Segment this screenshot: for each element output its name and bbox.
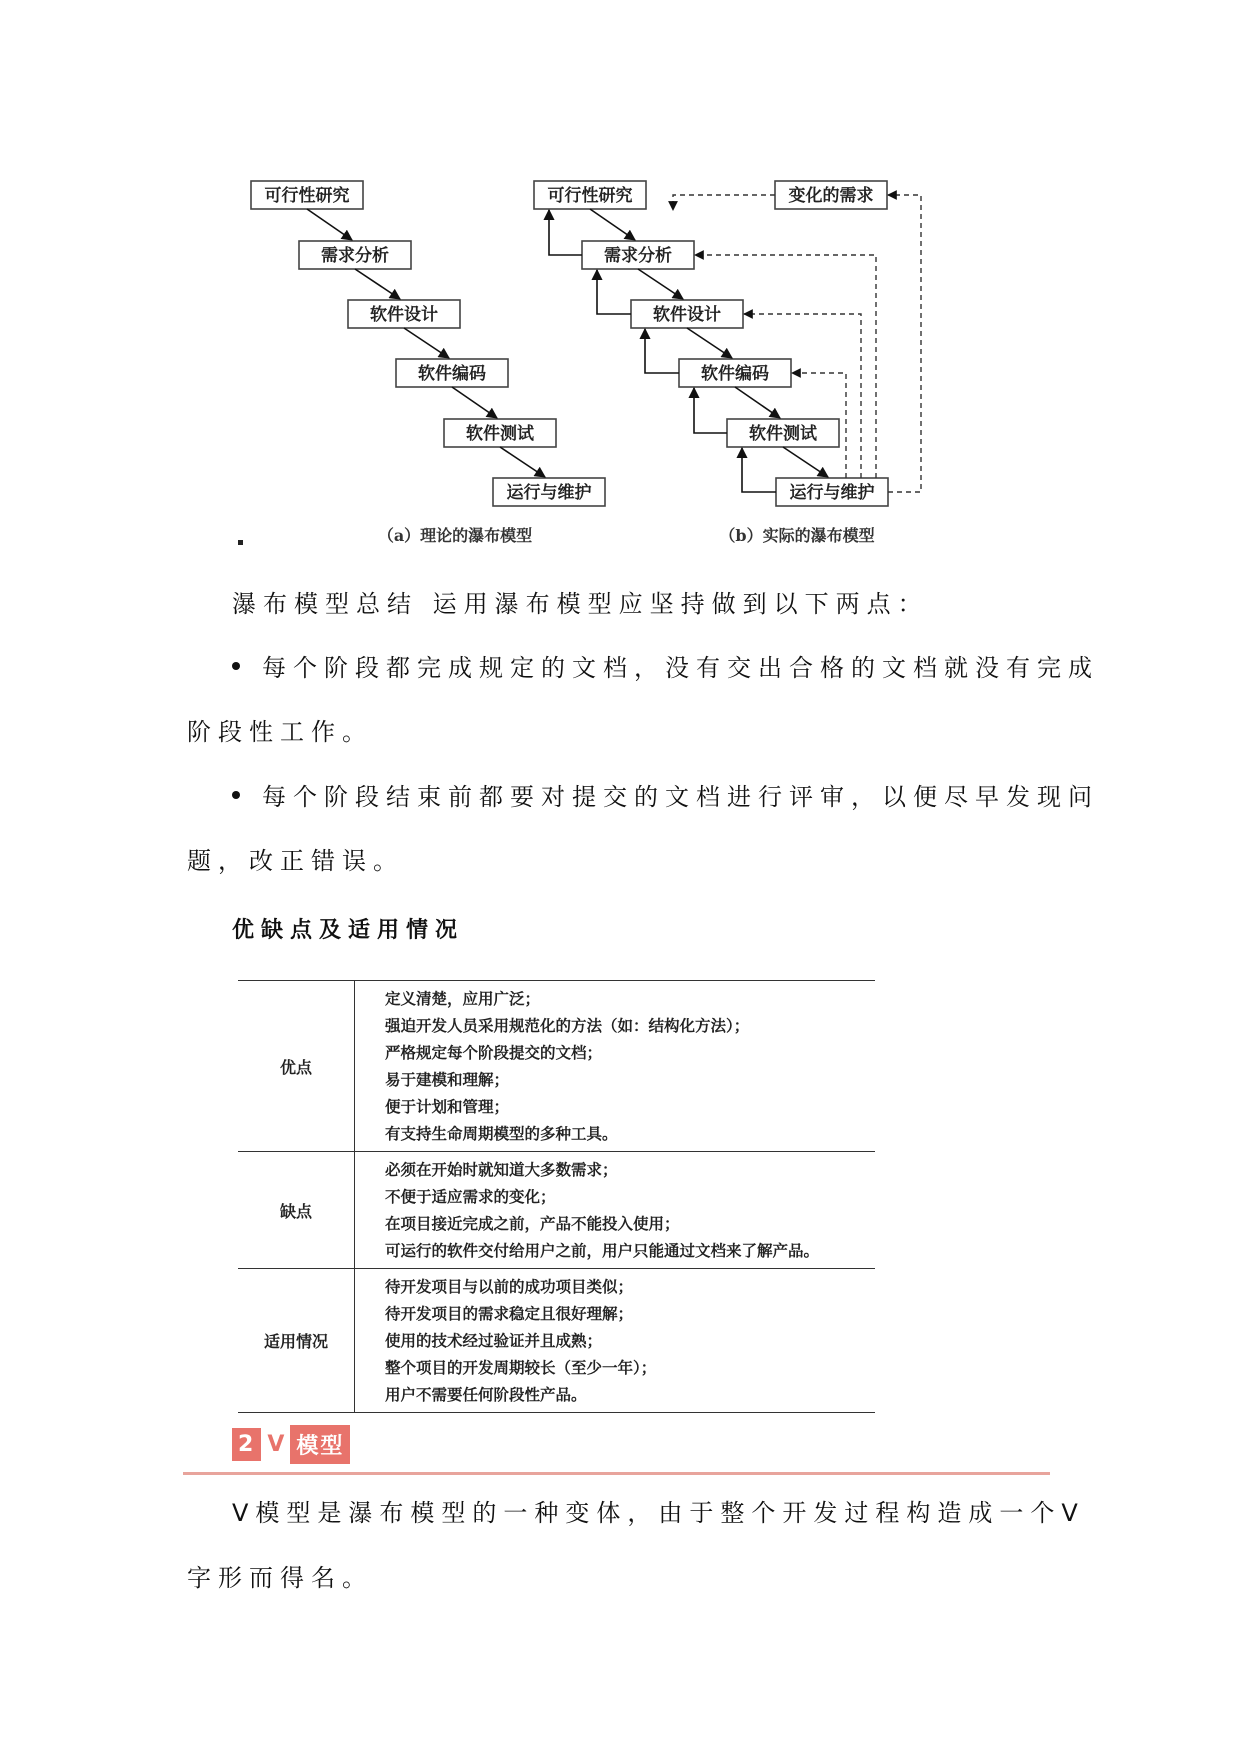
section-title-prefix: V xyxy=(267,1431,285,1457)
actual-box-design xyxy=(631,300,743,328)
row-items xyxy=(355,1152,819,1268)
actual-box-requirements xyxy=(582,241,694,269)
table-item: 可运行的软件交付给用户之前，用户只能通过文档来了解产品。 xyxy=(385,1241,820,1260)
svg-text:需求分析: 需求分析 xyxy=(321,246,389,266)
actual-box-testing xyxy=(727,419,839,447)
table-item: 严格规定每个阶段提交的文档； xyxy=(385,1043,603,1062)
pros-cons-table xyxy=(238,980,875,1413)
table-item: 必须在开始时就知道大多数需求； xyxy=(385,1160,618,1179)
bullet-dot xyxy=(232,791,240,799)
section-2-title xyxy=(232,1425,350,1463)
theory-diagram xyxy=(251,181,605,545)
table-item: 用户不需要任何阶段性产品。 xyxy=(385,1385,587,1404)
row-label: 优点 xyxy=(238,981,355,1151)
table-item: 有支持生命周期模型的多种工具。 xyxy=(385,1124,618,1143)
section-title-word: 模型 xyxy=(290,1425,350,1464)
table-row-applicability xyxy=(238,1268,875,1413)
table-item: 待开发项目的需求稳定且很好理解； xyxy=(385,1304,634,1323)
bullet-2-line-2: 题，改正错误。 xyxy=(187,847,404,875)
waterfall-diagrams xyxy=(0,0,1240,570)
svg-text:软件编码: 软件编码 xyxy=(701,364,769,384)
svg-text:运行与维护: 运行与维护 xyxy=(506,483,592,503)
table-item: 整个项目的开发周期较长（至少一年）； xyxy=(385,1358,657,1377)
theory-box-feasibility xyxy=(251,181,363,209)
svg-text:可行性研究: 可行性研究 xyxy=(264,186,350,206)
table-item: 不便于适应需求的变化； xyxy=(385,1187,556,1206)
svg-text:变化的需求: 变化的需求 xyxy=(788,186,874,206)
stray-mark xyxy=(238,540,243,545)
actual-caption: （b）实际的瀑布模型 xyxy=(719,526,875,545)
theory-box-design xyxy=(348,300,460,328)
summary-intro: 瀑布模型总结 运用瀑布模型应坚持做到以下两点： xyxy=(232,590,929,618)
row-items xyxy=(355,1269,656,1412)
bullet-1-line-2: 阶段性工作。 xyxy=(187,718,373,746)
bullet-1-line-1: 每个阶段都完成规定的文档，没有交出合格的文档就没有完成 xyxy=(232,656,1099,680)
section-rule xyxy=(183,1472,1050,1475)
svg-text:软件测试: 软件测试 xyxy=(466,424,534,444)
table-item: 便于计划和管理； xyxy=(385,1097,510,1116)
row-label: 缺点 xyxy=(238,1152,355,1268)
v-model-line-2: 字形而得名。 xyxy=(187,1564,373,1592)
actual-box-maintenance xyxy=(776,478,888,506)
theory-box-maintenance xyxy=(493,478,605,506)
table-item: 待开发项目与以前的成功项目类似； xyxy=(385,1277,634,1296)
table-item: 强迫开发人员采用规范化的方法（如：结构化方法）； xyxy=(385,1016,750,1035)
actual-box-feasibility xyxy=(534,181,646,209)
table-item: 易于建模和理解； xyxy=(385,1070,510,1089)
svg-text:可行性研究: 可行性研究 xyxy=(547,186,633,206)
theory-box-testing xyxy=(444,419,556,447)
v-model-line-1: V模型是瀑布模型的一种变体，由于整个开发过程构造成一个V xyxy=(232,1499,1085,1527)
svg-text:需求分析: 需求分析 xyxy=(604,246,672,266)
actual-box-coding xyxy=(679,359,791,387)
row-items xyxy=(355,981,749,1151)
table-item: 在项目接近完成之前，产品不能投入使用； xyxy=(385,1214,680,1233)
svg-text:运行与维护: 运行与维护 xyxy=(789,483,875,503)
bullet-2-line-1: 每个阶段结束前都要对提交的文档进行评审，以便尽早发现问 xyxy=(232,785,1099,809)
row-label: 适用情况 xyxy=(238,1269,355,1412)
actual-box-changing-requirements xyxy=(775,181,887,209)
theory-caption: （a）理论的瀑布模型 xyxy=(377,526,533,545)
theory-box-requirements xyxy=(299,241,411,269)
section-number: 2 xyxy=(232,1428,261,1461)
table-row-pros xyxy=(238,980,875,1151)
pros-cons-heading: 优缺点及适用情况 xyxy=(232,918,465,943)
table-row-cons xyxy=(238,1151,875,1268)
table-item: 定义清楚，应用广泛； xyxy=(385,989,541,1008)
svg-text:软件设计: 软件设计 xyxy=(653,305,721,325)
bullet-dot xyxy=(232,662,240,670)
table-item: 使用的技术经过验证并且成熟； xyxy=(385,1331,603,1350)
svg-text:软件测试: 软件测试 xyxy=(749,424,817,444)
svg-text:软件编码: 软件编码 xyxy=(418,364,486,384)
theory-box-coding xyxy=(396,359,508,387)
svg-text:软件设计: 软件设计 xyxy=(370,305,438,325)
